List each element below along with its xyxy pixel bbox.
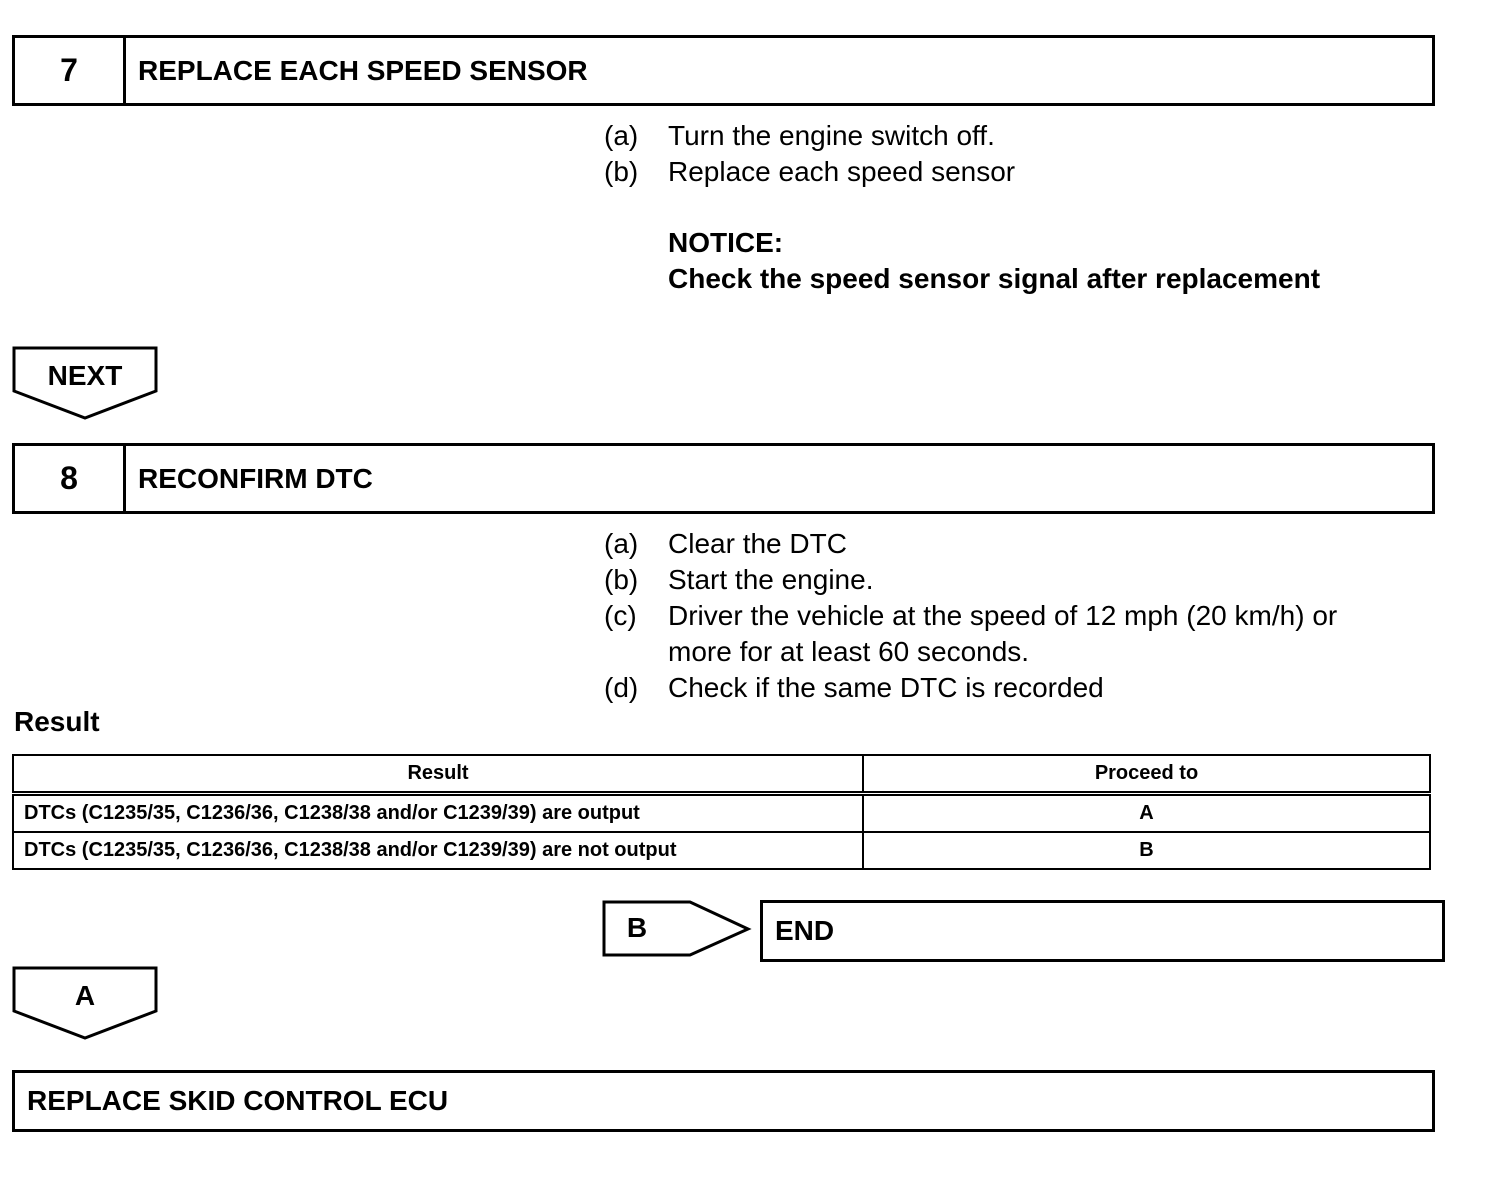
result-table xyxy=(12,754,1431,870)
result-heading: Result xyxy=(14,706,100,737)
final-step-box: REPLACE SKID CONTROL ECU xyxy=(12,1070,1435,1132)
item-text: Clear the DTC xyxy=(668,528,847,559)
table-header-row xyxy=(13,755,1430,794)
item-label: (a) xyxy=(604,528,639,559)
item-text: Turn the engine switch off. xyxy=(668,120,995,151)
proceed-cell: A xyxy=(863,794,1430,833)
result-cell: DTCs (C1235/35, C1236/36, C1238/38 and/or C1239/39) are not output xyxy=(13,832,863,869)
item-label: (d) xyxy=(604,672,639,703)
step-7-number: 7 xyxy=(15,38,126,103)
branch-a-label: A xyxy=(74,980,96,1011)
end-box: END xyxy=(760,900,1445,962)
item-text: Driver the vehicle at the speed of 12 mph (20 km/h) or xyxy=(668,600,1338,631)
step-8-number: 8 xyxy=(15,446,126,511)
item-label: (a) xyxy=(604,120,639,151)
header-result: Result xyxy=(13,755,863,794)
header-proceed-to: Proceed to xyxy=(863,755,1430,794)
step-8-title: RECONFIRM DTC xyxy=(138,462,373,494)
item-text: more for at least 60 seconds. xyxy=(668,636,1030,667)
result-cell: DTCs (C1235/35, C1236/36, C1238/38 and/or C1239/39) are output xyxy=(13,794,863,833)
item-text: Replace each speed sensor xyxy=(668,156,1016,187)
branch-b-label: B xyxy=(626,912,648,943)
next-label: NEXT xyxy=(47,360,123,391)
step-7-header xyxy=(12,35,1435,106)
item-label: (c) xyxy=(604,600,637,631)
notice-title: NOTICE: xyxy=(668,227,784,258)
item-label: (b) xyxy=(604,156,639,187)
proceed-cell: B xyxy=(863,832,1430,869)
step-7-title: REPLACE EACH SPEED SENSOR xyxy=(138,54,588,86)
item-text: Start the engine. xyxy=(668,564,874,595)
step-8-header xyxy=(12,443,1435,514)
notice-text: Check the speed sensor signal after replacement xyxy=(668,263,1321,294)
table-row xyxy=(13,794,1430,833)
item-text: Check if the same DTC is recorded xyxy=(668,672,1104,703)
item-label: (b) xyxy=(604,564,639,595)
table-row xyxy=(13,832,1430,869)
